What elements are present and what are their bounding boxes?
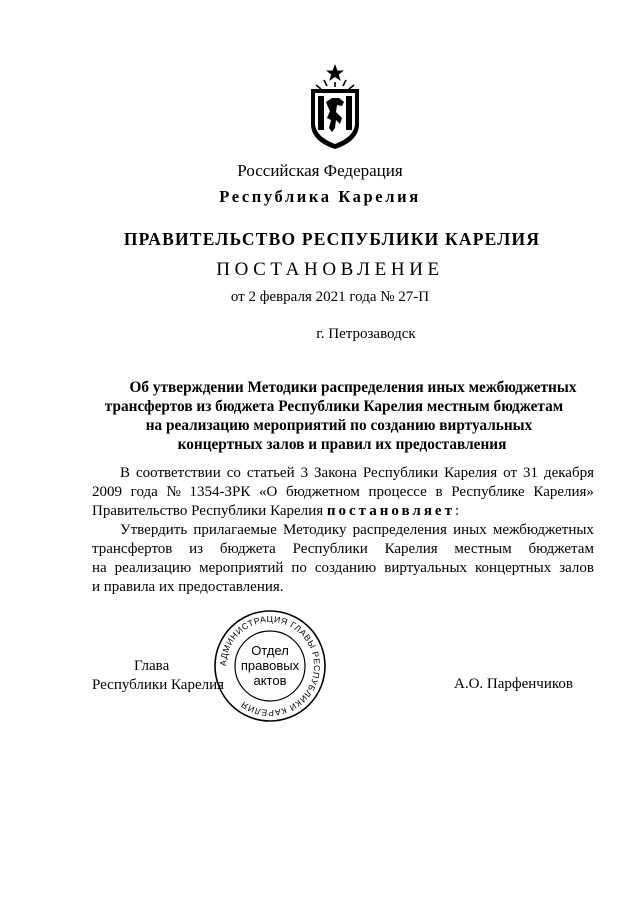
government-title: ПРАВИТЕЛЬСТВО РЕСПУБЛИКИ КАРЕЛИЯ xyxy=(123,229,541,249)
title-line: трансфертов из бюджета Республики Карелия местным бюджетам xyxy=(104,398,564,415)
document-title xyxy=(0,378,640,454)
coat-of-arms-icon xyxy=(306,62,364,150)
stamp-line: Отдел xyxy=(251,643,289,658)
document-date-number: от 2 февраля 2021 года № 27-П xyxy=(230,289,430,305)
title-line: Об утверждении Методики распределения иных межбюджетных xyxy=(129,379,577,396)
signatory-position: Глава Республики Карелия xyxy=(92,658,225,693)
document-type: ПОСТАНОВЛЕНИЕ xyxy=(216,259,444,280)
title-line: концертных залов и правил их предоставления xyxy=(177,436,507,453)
stamp-line: актов xyxy=(253,673,287,688)
paragraph-resolution xyxy=(92,521,594,597)
stamp-ring-text: АДМИНИСТРАЦИЯ ГЛАВЫ РЕСПУБЛИКИ КАРЕЛИЯ xyxy=(217,613,323,719)
text-line: и правила их предоставления. xyxy=(92,579,284,595)
text-line: на реализацию мероприятий по созданию виртуальных концертных залов xyxy=(92,560,594,576)
title-line: на реализацию мероприятий по созданию виртуальных xyxy=(145,417,533,434)
signatory-name: А.О. Парфенчиков xyxy=(454,676,573,692)
text-line: В соответствии со статьей 3 Закона Республики Карелия от 31 декабря xyxy=(120,465,594,481)
text-line: Утвердить прилагаемые Методику распределения иных межбюджетных xyxy=(120,522,594,538)
country-name: Российская Федерация xyxy=(237,161,403,180)
republic-name: Республика Карелия xyxy=(219,187,421,206)
text-line: 2009 года № 1354-ЗРК «О бюджетном процессе в Республике Карелия» xyxy=(92,484,594,500)
paragraph-preamble xyxy=(92,464,594,521)
text-line: трансфертов из бюджета Республики Карелия местным бюджетам xyxy=(92,541,594,557)
document-city: г. Петрозаводск xyxy=(316,326,416,342)
resolution-verb: постановляет xyxy=(326,503,455,519)
text-line: Правительство Республики Карелия постановляет : xyxy=(92,503,460,519)
stamp-line: правовых xyxy=(240,658,300,673)
official-stamp xyxy=(212,608,328,724)
document-body xyxy=(92,464,594,597)
